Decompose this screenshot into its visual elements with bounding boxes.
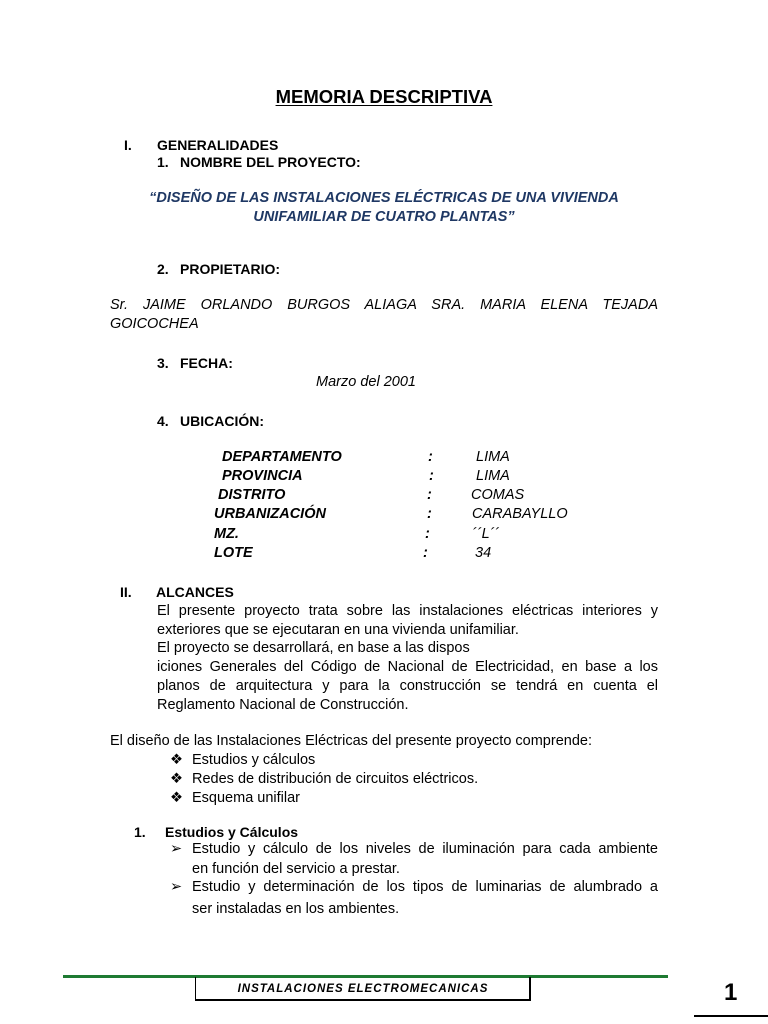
- page-number-rule: [694, 1015, 768, 1017]
- location-sep: :: [428, 449, 433, 465]
- location-value: CARABAYLLO: [472, 506, 568, 522]
- item-number: 4.: [157, 413, 169, 429]
- location-value: LIMA: [476, 468, 510, 484]
- design-intro: El diseño de las Instalaciones Eléctricas del presente proyecto comprende:: [110, 733, 592, 749]
- page-number: 1: [724, 979, 738, 1006]
- subsection-number: 1.: [134, 824, 146, 840]
- location-sep: :: [427, 506, 432, 522]
- location-key: PROVINCIA: [222, 468, 303, 484]
- location-sep: :: [427, 487, 432, 503]
- location-value: 34: [475, 545, 492, 561]
- section-heading-generalidades: GENERALIDADES: [157, 137, 279, 153]
- item-heading-nombre: NOMBRE DEL PROYECTO:: [180, 154, 361, 170]
- page-title: MEMORIA DESCRIPTIVA: [275, 86, 493, 107]
- item-heading-propietario: PROPIETARIO:: [180, 261, 281, 277]
- item-heading-ubicacion: UBICACIÓN:: [180, 413, 264, 429]
- section-number: I.: [124, 137, 132, 153]
- location-key: URBANIZACIÓN: [214, 506, 326, 522]
- project-name: “DISEÑO DE LAS INSTALACIONES ELÉCTRICAS DE UNA VIVIENDA UNIFAMILIAR DE CUATRO PLANTAS”: [149, 190, 619, 225]
- list-item: ➢ Estudio y cálculo de los niveles de iluminación para cada ambiente en función del servicio a prestar.: [170, 841, 658, 877]
- item-number: 3.: [157, 355, 169, 371]
- location-key: LOTE: [214, 545, 253, 561]
- location-value: LIMA: [476, 449, 510, 465]
- diamond-bullet-icon: ❖: [170, 771, 183, 787]
- footer-title: INSTALACIONES ELECTROMECANICAS: [237, 983, 489, 995]
- location-sep: :: [423, 545, 428, 561]
- arrow-bullet-icon: ➢: [170, 841, 183, 857]
- location-value: ´´L´´: [472, 526, 500, 542]
- alcances-paragraph: El presente proyecto trata sobre las instalaciones eléctricas interiores y exteriores que se ejecutaran en una vivienda unifamiliar. El proyecto se desarrollará, en base a las dispos iciones Generales del Código de Nacional de Electricidad, en base a los planos de arquitectura y para la construcción se tendrá en cuenta el Reglamento Nacional de Construcción.: [157, 603, 658, 713]
- list-item: ❖ Esquema unifilar: [170, 790, 300, 806]
- item-number: 1.: [157, 154, 169, 170]
- section-number: II.: [120, 584, 132, 600]
- location-key: DEPARTAMENTO: [222, 449, 342, 465]
- date-value: Marzo del 2001: [316, 374, 416, 390]
- list-item: ❖ Redes de distribución de circuitos eléctricos.: [170, 771, 479, 787]
- design-list: [170, 751, 478, 808]
- location-key: DISTRITO: [218, 487, 286, 503]
- location-value: COMAS: [471, 487, 525, 503]
- section-heading-alcances: ALCANCES: [156, 584, 234, 600]
- diamond-bullet-icon: ❖: [170, 752, 183, 768]
- list-item: ➢ Estudio y determinación de los tipos de luminarias de alumbrado a ser instaladas en los ambientes.: [170, 879, 658, 917]
- subsection-heading-estudios: Estudios y Cálculos: [165, 824, 299, 840]
- list-item: ❖ Estudios y cálculos: [170, 752, 316, 768]
- diamond-bullet-icon: ❖: [170, 790, 183, 806]
- owner-names: Sr. JAIME ORLANDO BURGOS ALIAGA SRA. MARIA ELENA TEJADA GOICOCHEA: [110, 297, 658, 332]
- item-number: 2.: [157, 261, 169, 277]
- arrow-bullet-icon: ➢: [170, 879, 183, 895]
- location-sep: :: [425, 526, 430, 542]
- location-sep: :: [429, 468, 434, 484]
- location-key: MZ.: [214, 526, 239, 542]
- studies-list: [170, 840, 658, 919]
- item-heading-fecha: FECHA:: [180, 355, 233, 371]
